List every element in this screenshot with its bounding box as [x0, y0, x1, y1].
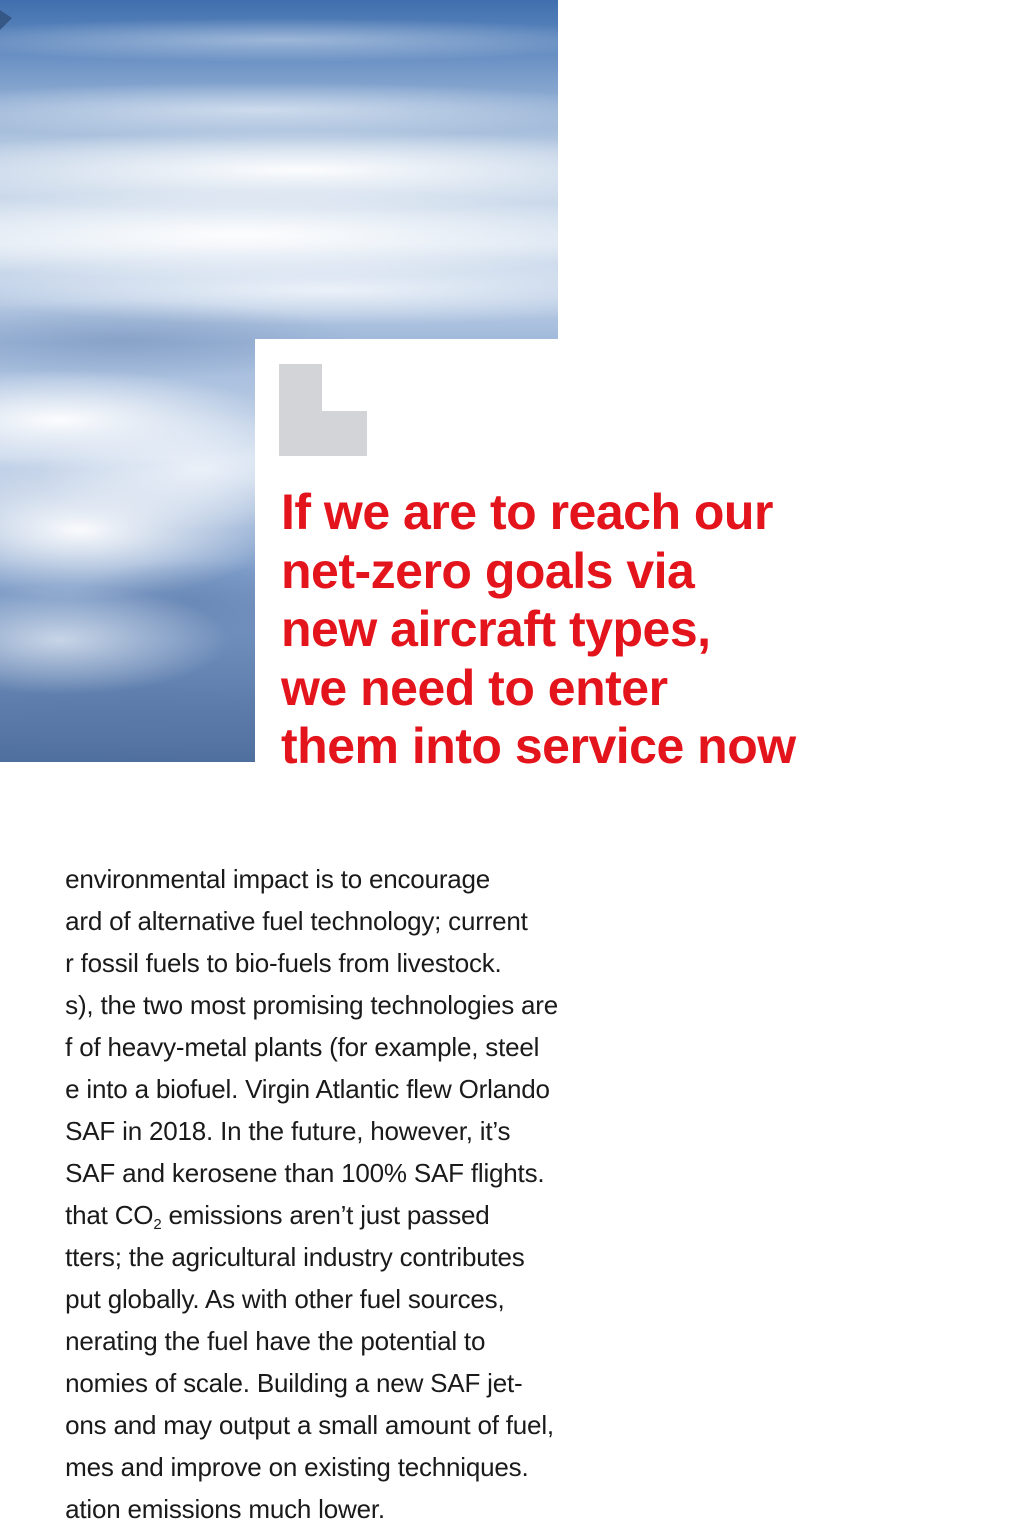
body-text-line: e into a biofuel. Virgin Atlantic flew Orlando	[65, 1074, 550, 1104]
body-text-line: ard of alternative fuel technology; current	[65, 906, 528, 936]
body-text-line: ons and may output a small amount of fuel,	[65, 1410, 554, 1440]
body-text-line-co2	[65, 1194, 558, 1236]
body-text-fragment: that CO	[65, 1200, 154, 1230]
pull-quote-line: them into service now	[281, 718, 796, 774]
body-text-line: mes and improve on existing techniques.	[65, 1452, 529, 1482]
body-text	[65, 858, 558, 1530]
body-text-line: s), the two most promising technologies are	[65, 990, 558, 1020]
subscript-2: 2	[153, 1216, 162, 1233]
pull-quote-line: net-zero goals via	[281, 542, 695, 599]
body-text-line: ation emissions much lower.	[65, 1494, 385, 1524]
body-text-fragment: emissions aren’t just passed	[161, 1200, 490, 1230]
pull-quote-line: new aircraft types,	[281, 601, 711, 657]
body-text-line: environmental impact is to encourage	[65, 864, 491, 894]
pull-quote-line: If we are to reach our	[281, 484, 773, 540]
pull-quote	[281, 483, 1001, 776]
body-text-line: nerating the fuel have the potential to	[65, 1326, 486, 1356]
body-text-line: SAF and kerosene than 100% SAF flights.	[65, 1158, 545, 1188]
body-text-line: SAF in 2018. In the future, however, it’s	[65, 1116, 511, 1146]
pull-quote-line: we need to enter	[281, 659, 668, 716]
quote-mark-icon	[279, 364, 367, 456]
body-text-line: nomies of scale. Building a new SAF jet-	[65, 1368, 523, 1398]
body-text-line: put globally. As with other fuel sources,	[65, 1284, 505, 1314]
body-text-line: r fossil fuels to bio-fuels from livestock.	[65, 948, 502, 978]
body-text-line: f of heavy-metal plants (for example, steel	[65, 1032, 540, 1062]
body-text-line: tters; the agricultural industry contributes	[65, 1242, 525, 1272]
